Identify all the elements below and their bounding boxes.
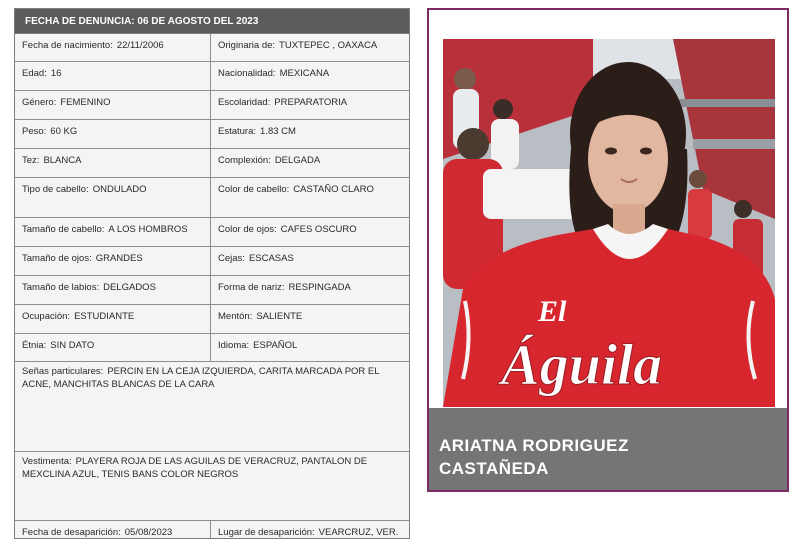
form-row	[15, 362, 409, 452]
eye-color-cell	[211, 218, 409, 246]
field-value: ONDULADO	[92, 184, 147, 195]
field-value: PREPARATORIA	[274, 97, 348, 108]
age-cell	[15, 62, 211, 90]
field-value: MEXICANA	[279, 68, 330, 79]
field-value: RESPINGADA	[288, 282, 351, 293]
field-value: DELGADA	[274, 155, 321, 166]
field-label: Señas particulares:	[22, 366, 104, 377]
name-bar	[429, 408, 787, 490]
field-label: Color de ojos:	[218, 224, 277, 235]
form-row	[15, 120, 409, 149]
field-value: DELGADOS	[103, 282, 156, 293]
eyebrows-cell	[211, 247, 409, 275]
field-label: Tipo de cabello:	[22, 184, 89, 195]
lip-size-cell	[15, 276, 211, 304]
field-label: Mentón:	[218, 311, 253, 322]
field-label: Ocupación:	[22, 311, 71, 322]
field-label: Étnia:	[22, 340, 47, 351]
field-label: Complexión:	[218, 155, 271, 166]
form-row	[15, 452, 409, 521]
field-value: GRANDES	[95, 253, 143, 264]
hair-length-cell	[15, 218, 211, 246]
field-label: Lugar de desaparición:	[218, 527, 315, 538]
skin-tone-cell	[15, 149, 211, 177]
field-value: SIN DATO	[50, 340, 95, 351]
field-label: Escolaridad:	[218, 97, 271, 108]
build-cell	[211, 149, 409, 177]
weight-cell	[15, 120, 211, 148]
field-value: VEARCRUZ, VER.	[318, 527, 399, 538]
field-value: SALIENTE	[256, 311, 303, 322]
field-value: ESTUDIANTE	[74, 311, 135, 322]
origin-cell	[211, 34, 409, 61]
form-row	[15, 305, 409, 334]
field-label: Tez:	[22, 155, 40, 166]
missing-person-form	[14, 8, 410, 539]
field-label: Tamaño de ojos:	[22, 253, 92, 264]
field-value: BLANCA	[43, 155, 82, 166]
field-label: Originaria de:	[218, 40, 276, 51]
field-value: ESCASAS	[248, 253, 294, 264]
field-value: TUXTEPEC , OAXACA	[279, 40, 378, 51]
schooling-cell	[211, 91, 409, 119]
field-value: 05/08/2023	[124, 527, 173, 538]
field-label: Fecha de nacimiento:	[22, 40, 113, 51]
report-date-header: FECHA DE DENUNCIA: 06 DE AGOSTO DEL 2023	[15, 9, 409, 34]
shirt-text-aguila: Águila	[501, 332, 663, 397]
form-row	[15, 62, 409, 91]
hair-color-cell	[211, 178, 409, 217]
field-label: Idioma:	[218, 340, 250, 351]
person-name-line1: ARIATNA RODRIGUEZ	[439, 436, 629, 455]
form-row	[15, 149, 409, 178]
photo-card	[427, 8, 789, 492]
distinguishing-marks-cell	[15, 362, 409, 451]
form-row	[15, 276, 409, 305]
form-row	[15, 178, 409, 218]
field-label: Cejas:	[218, 253, 245, 264]
field-value: PLAYERA ROJA DE LAS AGUILAS DE VERACRUZ, PANTALON DE MEXCLINA AZUL, TENIS BANS COLOR NEGROS	[22, 456, 368, 480]
person-photo	[443, 39, 775, 407]
field-label: Estatura:	[218, 126, 257, 137]
field-value: CASTAÑO CLARO	[293, 184, 374, 195]
field-label: Tamaño de labios:	[22, 282, 100, 293]
photo-illustration	[443, 39, 775, 407]
field-value: A LOS HOMBROS	[108, 224, 188, 235]
height-cell	[211, 120, 409, 148]
field-value: 60 KG	[50, 126, 78, 137]
nationality-cell	[211, 62, 409, 90]
occupation-cell	[15, 305, 211, 333]
clothing-cell	[15, 452, 409, 520]
chin-cell	[211, 305, 409, 333]
field-value: PERCIN EN LA CEJA IZQUIERDA, CARITA MARCADA POR EL ACNE, MANCHITAS BLANCAS DE LA CARA	[22, 366, 380, 390]
form-row	[15, 218, 409, 247]
person-name-line2: CASTAÑEDA	[439, 459, 549, 478]
field-label: Tamaño de cabello:	[22, 224, 105, 235]
form-row	[15, 247, 409, 276]
field-label: Color de cabello:	[218, 184, 290, 195]
gender-cell	[15, 91, 211, 119]
ethnicity-cell	[15, 334, 211, 361]
form-row	[15, 34, 409, 62]
shirt-text-el: El	[538, 295, 567, 328]
field-label: Edad:	[22, 68, 47, 79]
hair-type-cell	[15, 178, 211, 217]
form-row	[15, 334, 409, 362]
field-value: CAFES OSCURO	[280, 224, 357, 235]
field-value: 1.83 CM	[260, 126, 296, 137]
field-label: Fecha de desaparición:	[22, 527, 121, 538]
disappearance-date-cell	[15, 521, 211, 538]
field-label: Peso:	[22, 126, 47, 137]
field-value: 16	[50, 68, 62, 79]
disappearance-place-cell	[211, 521, 409, 538]
field-value: ESPAÑOL	[253, 340, 298, 351]
nose-shape-cell	[211, 276, 409, 304]
field-label: Forma de nariz:	[218, 282, 285, 293]
form-row	[15, 91, 409, 120]
field-label: Nacionalidad:	[218, 68, 276, 79]
field-label: Género:	[22, 97, 57, 108]
field-value: 22/11/2006	[116, 40, 164, 51]
field-value: FEMENINO	[60, 97, 111, 108]
form-row	[15, 521, 409, 538]
eye-size-cell	[15, 247, 211, 275]
birth-date-cell	[15, 34, 211, 61]
field-label: Vestimenta:	[22, 456, 72, 467]
language-cell	[211, 334, 409, 361]
